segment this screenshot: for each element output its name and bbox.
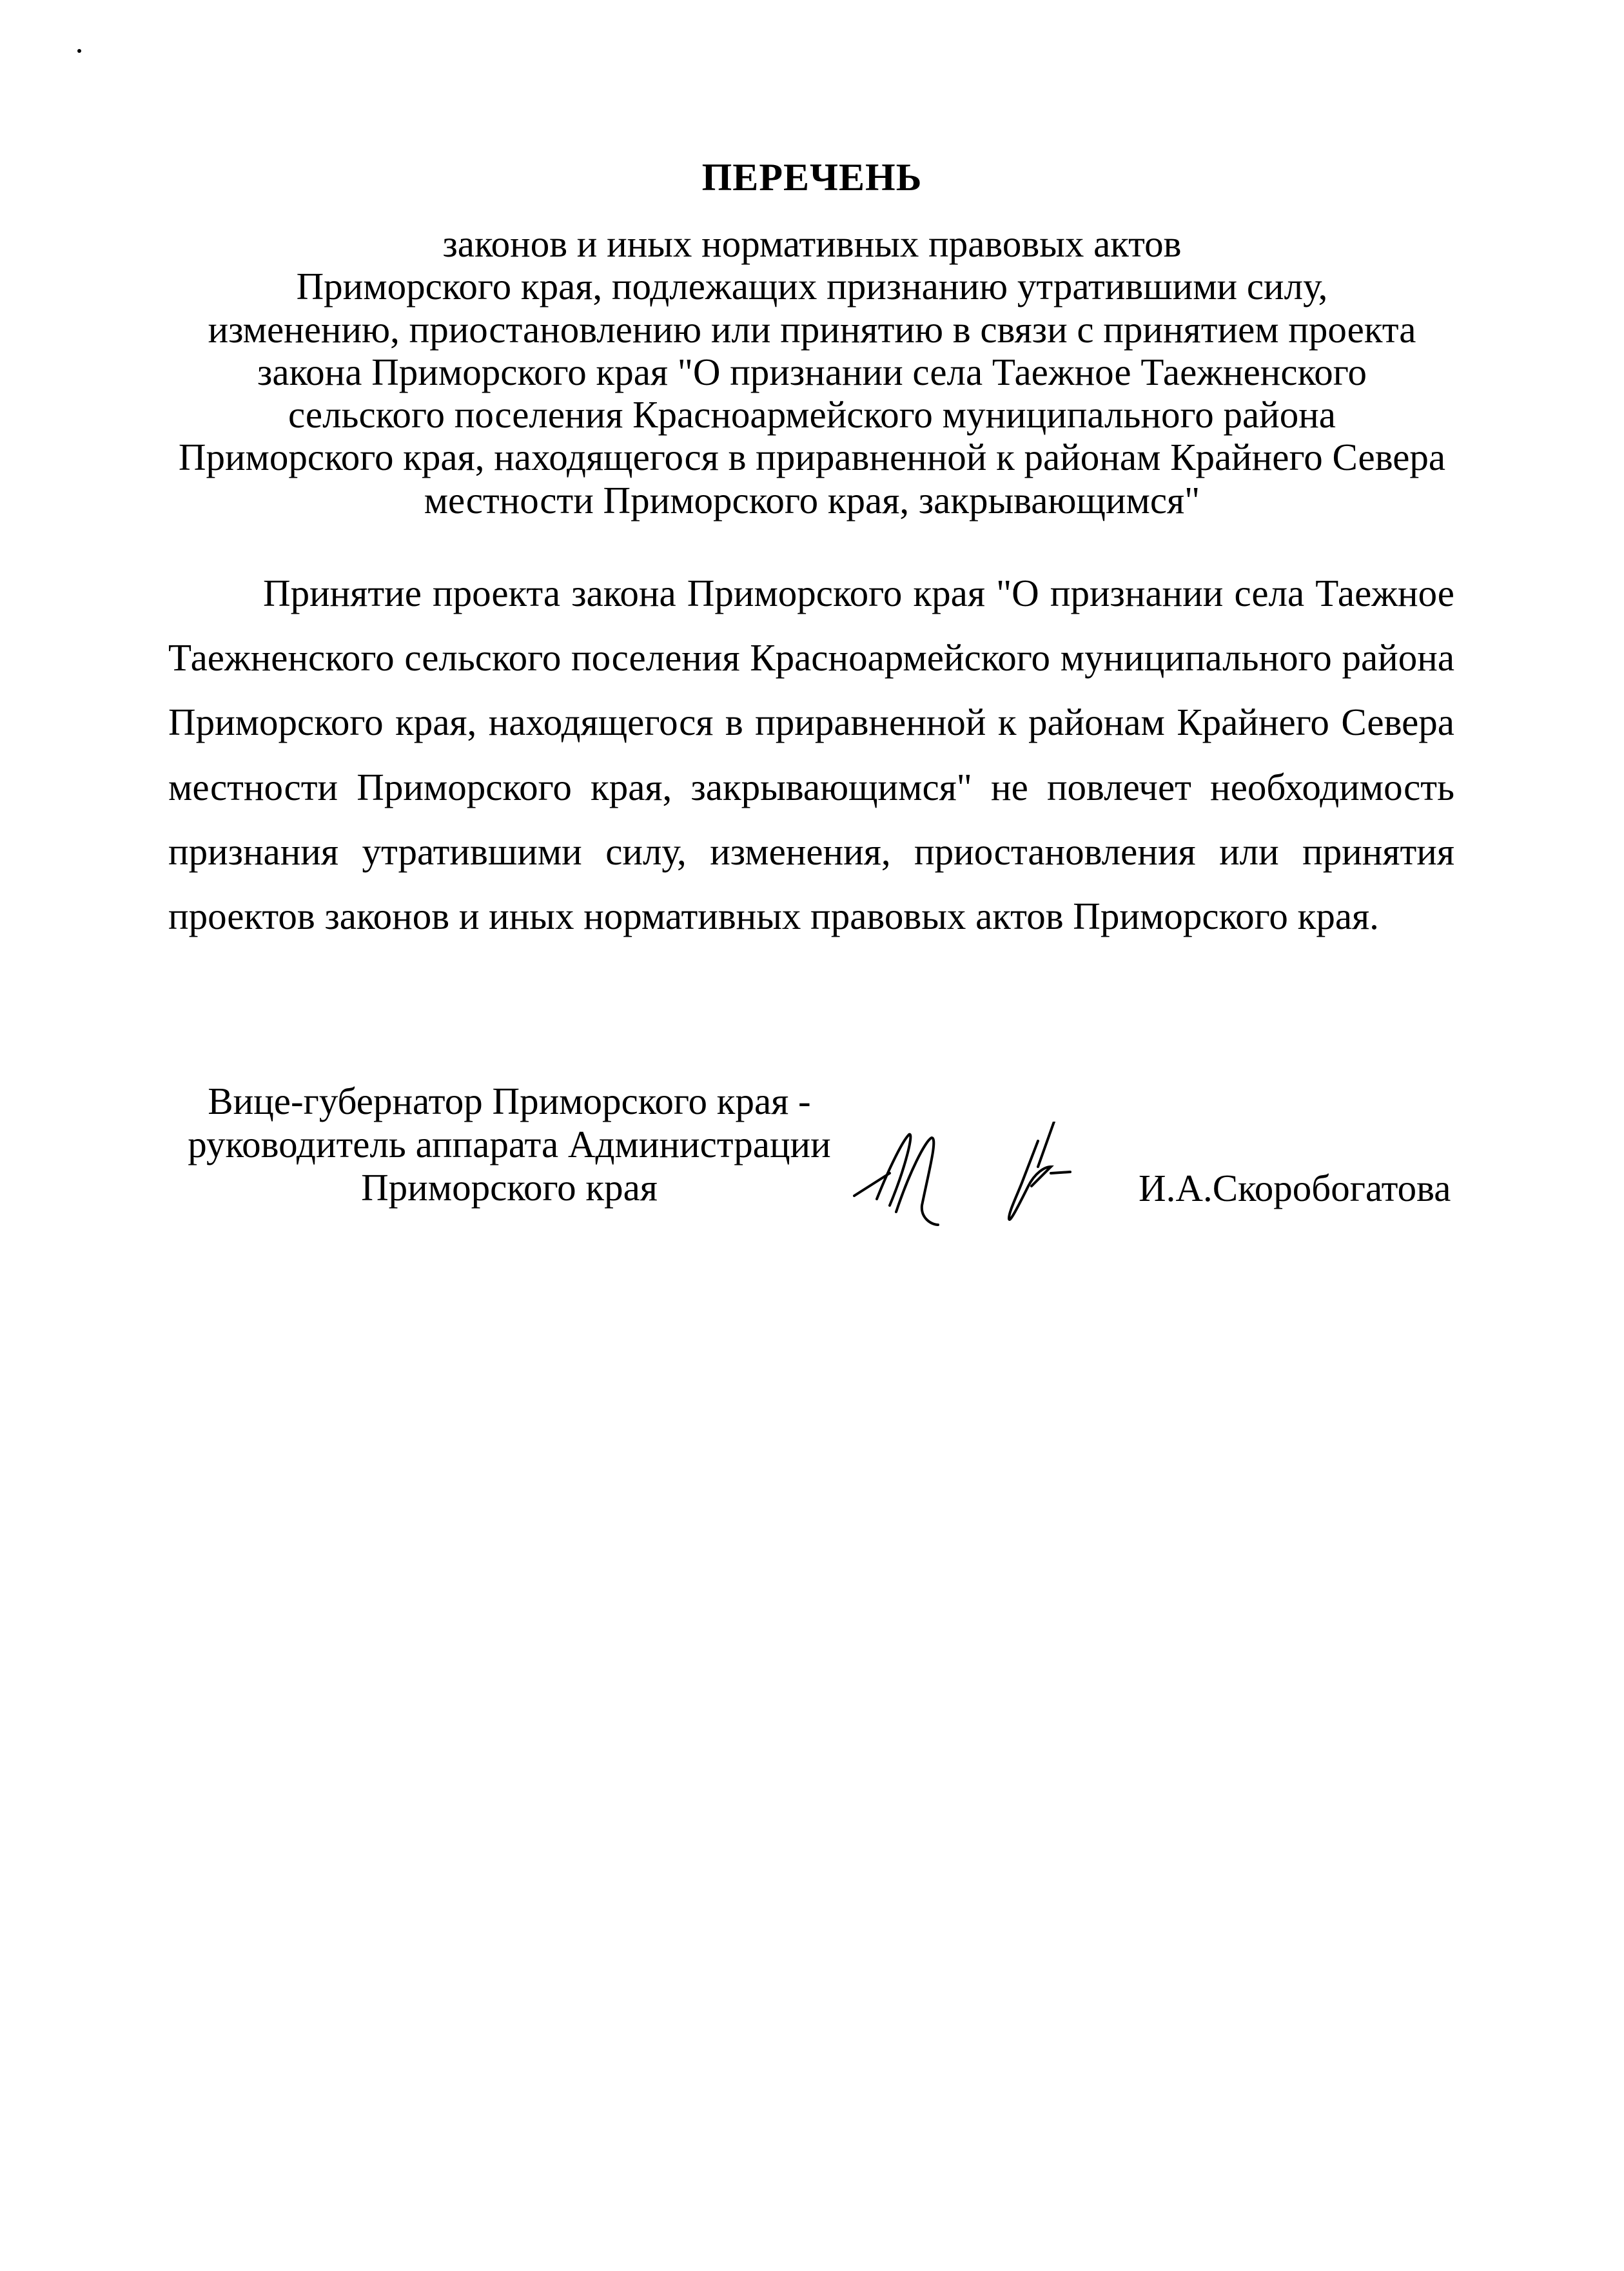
- position-line: руководитель аппарата Администрации: [188, 1123, 831, 1165]
- body-line: проектов законов и иных нормативных правовых актов Приморского края.: [168, 895, 1379, 938]
- body-line: признания утратившими силу, изменения, приостановления или принятия: [168, 830, 1454, 873]
- handwritten-signature: [851, 1122, 1115, 1231]
- body-paragraph: [168, 561, 1454, 948]
- document-title: ПЕРЕЧЕНЬ: [701, 156, 923, 199]
- body-line: Таежненского сельского поселения Красноармейского муниципального района: [168, 636, 1454, 679]
- body-line: Приморского края, находящегося в приравненной к районам Крайнего Севера: [168, 701, 1454, 744]
- subtitle-line: Приморского края, находящегося в приравненной к районам Крайнего Севера: [178, 436, 1446, 479]
- body-line: Принятие проекта закона Приморского края "О признании села Таежное: [263, 572, 1454, 614]
- subtitle-line: закона Приморского края "О признании села Таежное Таежненского: [257, 350, 1367, 393]
- subtitle-line: сельского поселения Красноармейского муниципального района: [288, 393, 1336, 436]
- signatory-name: И.А.Скоробогатова: [1139, 1167, 1451, 1209]
- position-line: Вице-губернатор Приморского края -: [208, 1080, 811, 1122]
- subtitle-line: Приморского края, подлежащих признанию утратившими силу,: [296, 265, 1328, 308]
- scan-speck: [77, 49, 81, 53]
- subtitle-line: местности Приморского края, закрывающимся": [424, 478, 1200, 521]
- body-line: местности Приморского края, закрывающимся" не повлечет необходимость: [168, 765, 1454, 808]
- document-subtitle: [129, 222, 1495, 521]
- position-line: Приморского края: [361, 1166, 658, 1209]
- subtitle-line: законов и иных нормативных правовых актов: [442, 222, 1182, 265]
- signatory-position: [174, 1080, 845, 1209]
- subtitle-line: изменению, приостановлению или принятию в связи с принятием проекта: [208, 307, 1416, 351]
